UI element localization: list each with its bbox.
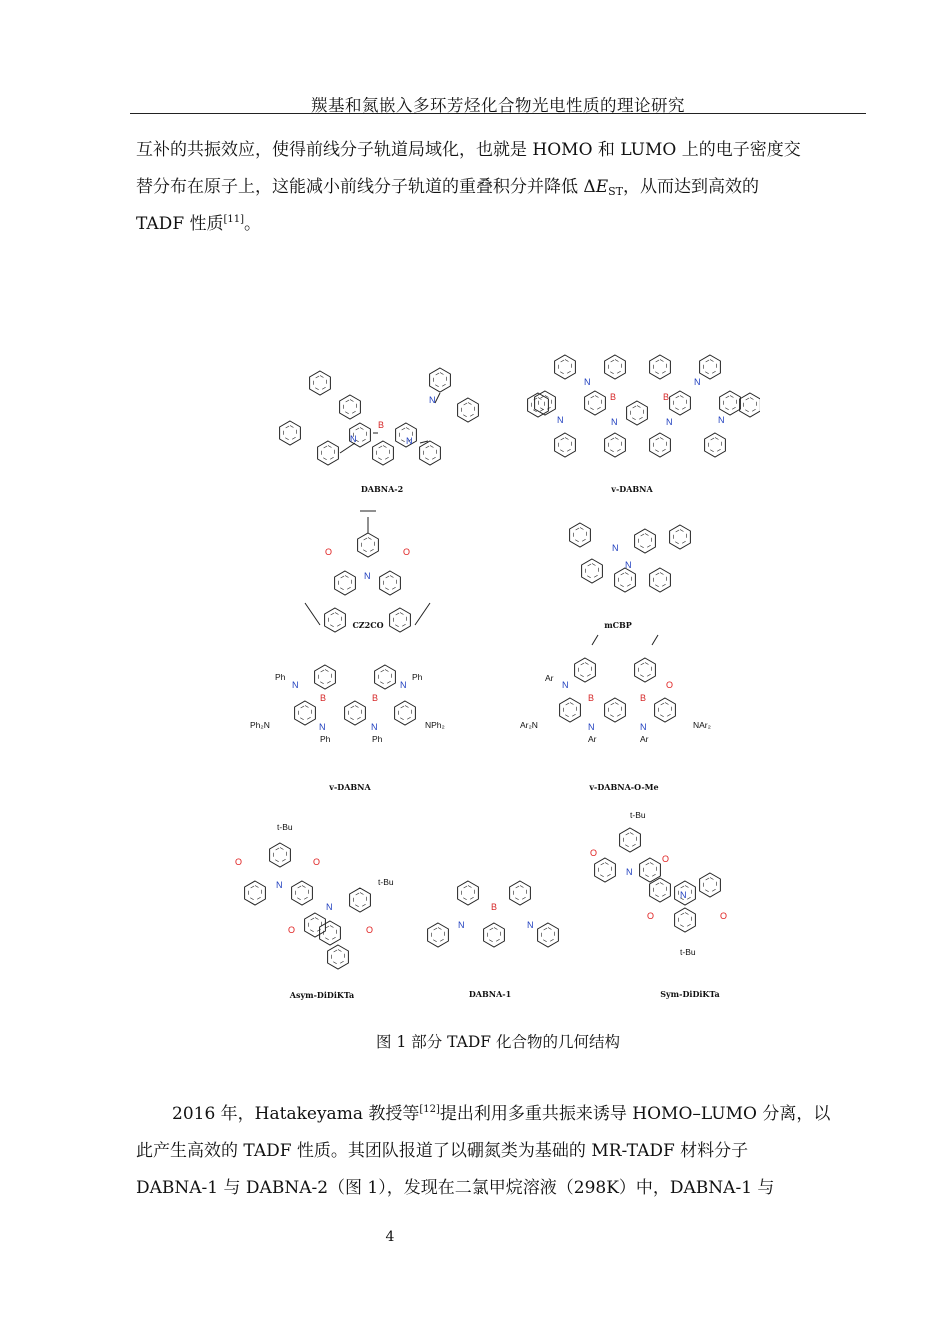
p1-line-2 xyxy=(136,169,860,206)
atom-n: N xyxy=(276,880,283,890)
atom-n: N xyxy=(584,377,591,387)
running-header: 羰基和氮嵌入多环芳烃化合物光电性质的理论研究 xyxy=(311,96,685,115)
page-number: 4 xyxy=(385,1229,395,1245)
atom-ar: Ar xyxy=(588,734,597,744)
paragraph-2 xyxy=(136,1096,860,1207)
atom-b: B xyxy=(588,693,595,703)
atom-n: N xyxy=(319,722,326,732)
label-mcbp: mCBP xyxy=(604,620,632,630)
atom-o: O xyxy=(313,857,321,867)
atom-n: N xyxy=(557,415,564,425)
p2-line-3: DABNA-1 与 DABNA-2（图 1），发现在二氯甲烷溶液（298K）中，DABNA-1 与 xyxy=(136,1178,775,1198)
atom-ph2n: Ph₂N xyxy=(250,720,270,730)
label-vdabna-bottom: v-DABNA xyxy=(329,782,371,792)
molecule-asym-didikta xyxy=(245,843,374,969)
atom-n: N xyxy=(326,902,333,912)
atom-n: N xyxy=(694,377,701,387)
atom-n: N xyxy=(350,434,357,444)
atom-o: O xyxy=(366,925,374,935)
atom-n: N xyxy=(371,722,378,732)
label-dabna1: DABNA-1 xyxy=(468,989,512,999)
atom-ph: Ph xyxy=(275,672,286,682)
p1-line-3a: TADF 性质 xyxy=(136,214,224,234)
atom-b: B xyxy=(610,392,617,402)
molecule-dabna2 xyxy=(280,368,479,465)
label-vdabna-ome: v-DABNA-O-Me xyxy=(589,782,659,792)
atom-nph2: NPh₂ xyxy=(425,720,445,730)
atom-tbu: t-Bu xyxy=(277,822,293,832)
p2-line-1a: 2016 年，Hatakeyama 教授等 xyxy=(172,1104,420,1124)
atom-o: O xyxy=(666,680,674,690)
molecule-vdabna-bottom xyxy=(295,665,416,725)
atom-n: N xyxy=(364,571,371,581)
atom-n: N xyxy=(718,415,725,425)
atom-ph: Ph xyxy=(320,734,331,744)
molecule-vdabna-ome xyxy=(560,635,676,722)
atom-o: O xyxy=(235,857,243,867)
atom-n: N xyxy=(666,417,673,427)
atom-ph: Ph xyxy=(372,734,383,744)
atom-n: N xyxy=(562,680,569,690)
atom-ar: Ar xyxy=(545,673,554,683)
atom-n: N xyxy=(588,722,595,732)
atom-n: N xyxy=(292,680,299,690)
atom-o: O xyxy=(590,848,598,858)
label-vdabna-top: v-DABNA xyxy=(611,484,653,494)
atom-ph: Ph xyxy=(412,672,423,682)
atom-n: N xyxy=(406,436,413,446)
atom-o: O xyxy=(720,911,728,921)
molecule-dabna1 xyxy=(428,881,559,947)
label-sym: Sym-DiDiKTa xyxy=(660,989,720,999)
atom-n: N xyxy=(680,890,687,900)
label-asym: Asym-DiDiKTa xyxy=(289,990,355,1000)
atom-n: N xyxy=(527,920,534,930)
citation-12[interactable]: [12] xyxy=(419,1104,440,1115)
p2-line-1b: 提出利用多重共振来诱导 HOMO–LUMO 分离，以 xyxy=(439,1104,831,1124)
atom-b: B xyxy=(320,693,327,703)
atom-n: N xyxy=(626,867,633,877)
atom-tbu: t-Bu xyxy=(630,810,646,820)
atom-n: N xyxy=(625,560,632,570)
figure-caption: 图 1 部分 TADF 化合物的几何结构 xyxy=(376,1033,620,1051)
p1-line-1: 互补的共振效应，使得前线分子轨道局域化，也就是 HOMO 和 LUMO 上的电子密度交 xyxy=(136,140,801,160)
label-dabna2: DABNA-2 xyxy=(360,484,404,494)
p2-line-1 xyxy=(136,1096,860,1133)
atom-o: O xyxy=(662,854,670,864)
figure-structures xyxy=(220,345,760,1010)
p1-line-2b: ，从而达到高效的 xyxy=(622,177,759,197)
atom-n: N xyxy=(400,680,407,690)
paragraph-1 xyxy=(136,132,860,243)
citation-11[interactable]: [11] xyxy=(223,214,245,225)
header-rule xyxy=(130,113,866,114)
atom-nar2: NAr₂ xyxy=(693,720,711,730)
atom-b: B xyxy=(663,392,670,402)
molecule-vdabna-top xyxy=(528,355,760,457)
atom-b: B xyxy=(640,693,647,703)
atom-ar: Ar xyxy=(640,734,649,744)
atom-tbu: t-Bu xyxy=(378,877,394,887)
atom-ar2n: Ar₂N xyxy=(520,720,538,730)
atom-n: N xyxy=(612,543,619,553)
atom-b: B xyxy=(491,902,498,912)
p2-line-2: 此产生高效的 TADF 性质。其团队报道了以硼氮类为基础的 MR-TADF 材料分子 xyxy=(136,1141,749,1161)
atom-n: N xyxy=(611,417,618,427)
atom-b: B xyxy=(372,693,379,703)
atom-n: N xyxy=(640,722,647,732)
label-cz2co: CZ2CO xyxy=(352,620,384,630)
atom-o: O xyxy=(288,925,296,935)
delta-e-symbol: E xyxy=(595,177,609,197)
atom-o: O xyxy=(647,911,655,921)
atom-o: O xyxy=(325,547,333,557)
p1-line-2a: 替分布在原子上，这能减小前线分子轨道的重叠积分并降低 Δ xyxy=(136,177,596,197)
atom-o: O xyxy=(403,547,411,557)
atom-n: N xyxy=(429,395,436,405)
molecule-sym-didikta xyxy=(595,828,721,932)
atom-b: B xyxy=(378,420,385,430)
st-subscript: ST xyxy=(608,185,623,198)
atom-tbu: t-Bu xyxy=(680,947,696,957)
atom-n: N xyxy=(458,920,465,930)
p1-line-3b: 。 xyxy=(244,214,262,234)
molecule-mcbp xyxy=(570,523,691,592)
p1-line-3 xyxy=(136,206,860,243)
